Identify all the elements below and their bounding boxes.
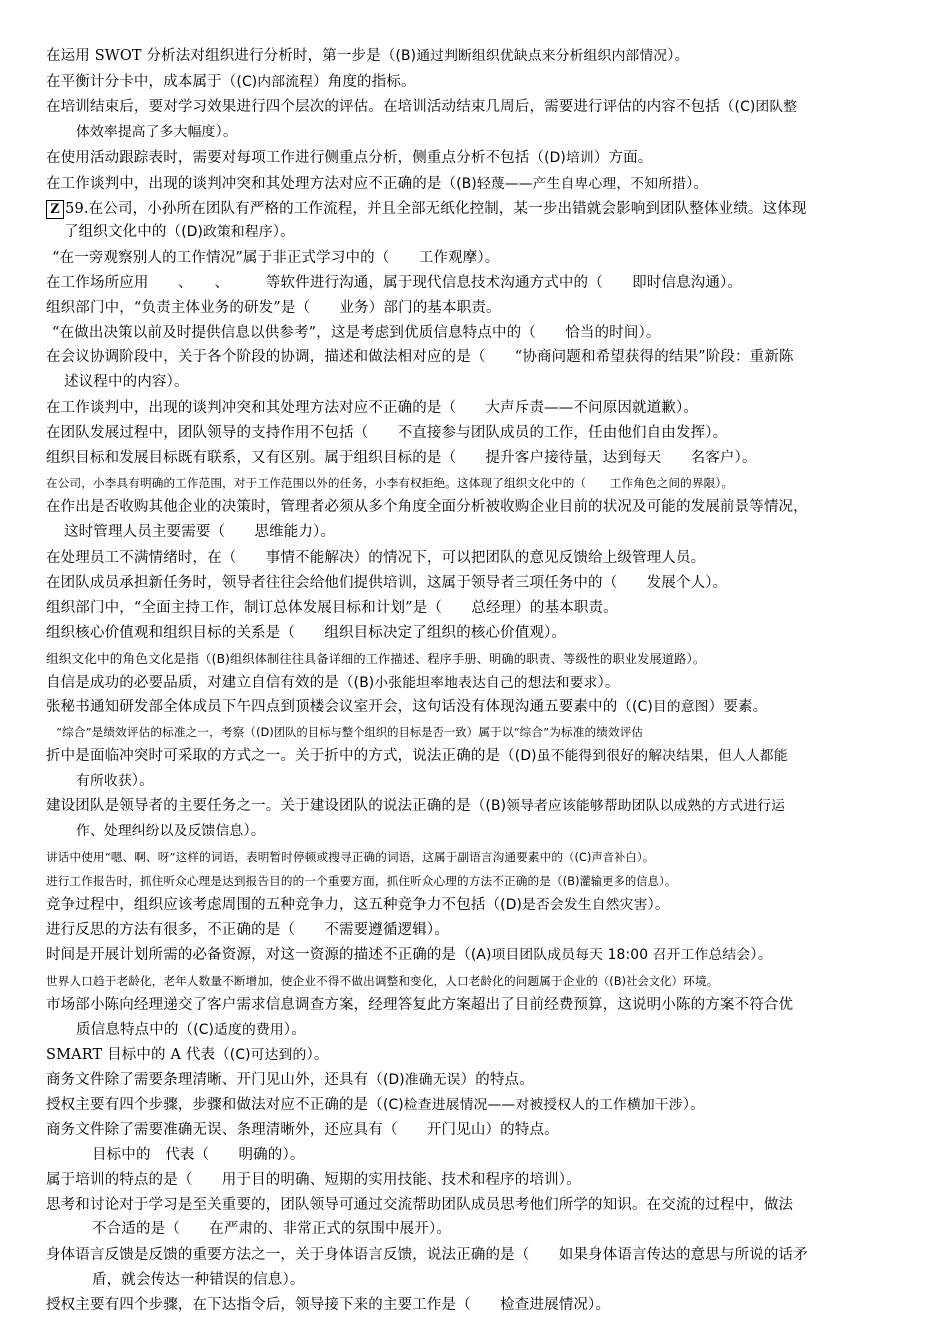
question-line: 在会议协调阶段中，关于各个阶段的协调，描述和做法相对应的是（ “协商问题和希望获得的结果”阶段：重新陈 xyxy=(46,349,794,365)
question-line: “在做出决策以前及时提供信息以供参考”，这是考虑到优质信息特点中的（ 恰当的时间）。 xyxy=(52,325,661,341)
question-line: 进行工作报告时，抓住听众心理是达到报告目的的一个重要方面，抓住听众心理的方法不正确的是（(B)灌输更多的信息）。 xyxy=(46,874,677,888)
question-line: 了组织文化中的（(D)政策和程序）。 xyxy=(64,224,295,240)
question-line: 质信息特点中的（(C)适度的费用）。 xyxy=(76,1022,306,1038)
question-line: 在工作谈判中，出现的谈判冲突和其处理方法对应不正确的是（(B)轻蔑——产生自卑心理，不知所措）。 xyxy=(46,176,709,192)
question-line: 世界人口趋于老龄化，老年人数量不断增加，使企业不得不做出调整和变化，人口老龄化的问题属于企业的（(B)社会文化）环境。 xyxy=(46,974,719,988)
question-line: 在处理员工不满情绪时，在（ 事情不能解决）的情况下，可以把团队的意见反馈给上级管理人员。 xyxy=(46,550,706,566)
question-line: 张秘书通知研发部全体成员下午四点到顶楼会议室开会，这句话没有体现沟通五要素中的（(C)目的意图）要素。 xyxy=(46,699,768,715)
question-line: 思考和讨论对于学习是至关重要的，团队领导可通过交流帮助团队成员思考他们所学的知识。在交流的过程中，做法 xyxy=(46,1197,794,1213)
question-line: 组织核心价值观和组织目标的关系是（ 组织目标决定了组织的核心价值观）。 xyxy=(46,625,567,641)
question-line: 竞争过程中，组织应该考虑周围的五种竞争力，这五种竞争力不包括（(D)是否会发生自然灾害）。 xyxy=(46,897,670,913)
question-line: 组织文化中的角色文化是指（(B)组织体制往往具备详细的工作描述、程序手册、明确的职责、等级性的职业发展道路）。 xyxy=(46,651,706,666)
question-line: 述议程中的内容）。 xyxy=(64,374,189,390)
boxed-letter-mark: Z xyxy=(46,200,64,219)
question-line: 在工作谈判中，出现的谈判冲突和其处理方法对应不正确的是（ 大声斥责——不问原因就道歉）。 xyxy=(46,400,698,416)
question-line: 在公司，小李具有明确的工作范围，对于工作范围以外的任务，小李有权拒绝。这体现了组织文化中的（ 工作角色之间的界限）。 xyxy=(46,476,734,490)
question-line: 属于培训的特点的是（ 用于目的明确、短期的实用技能、技术和程序的培训）。 xyxy=(46,1172,581,1188)
question-line: 目标中的 代表（ 明确的）。 xyxy=(92,1147,305,1163)
question-line: 身体语言反馈是反馈的重要方法之一，关于身体语言反馈，说法正确的是（ 如果身体语言传达的意思与所说的话矛 xyxy=(46,1247,808,1263)
question-line: 在培训结束后，要对学习效果进行四个层次的评估。在培训活动结束几周后，需要进行评估的内容不包括（(C)团队整 xyxy=(46,99,798,115)
question-line: 商务文件除了需要准确无误、条理清晰外，还应具有（ 开门见山）的特点。 xyxy=(46,1122,559,1138)
question-line: “综合”是绩效评估的标准之一，考察（(D)团队的目标与整个组织的目标是否一致）属于以“综合”为标准的绩效评估 xyxy=(56,725,644,739)
question-line: 在使用活动跟踪表时，需要对每项工作进行侧重点分析，侧重点分析不包括（(D)培训）方面。 xyxy=(46,150,653,166)
question-line: 在运用 SWOT 分析法对组织进行分析时，第一步是（(B)通过判断组织优缺点来分析组织内部情况）。 xyxy=(46,48,690,64)
question-line: 自信是成功的必要品质，对建立自信有效的是（(B)小张能坦率地表达自己的想法和要求）。 xyxy=(46,675,620,691)
question-line: 进行反思的方法有很多，不正确的是（ 不需要遵循逻辑）。 xyxy=(46,922,449,938)
question-line: 建设团队是领导者的主要任务之一。关于建设团队的说法正确的是（(B)领导者应该能够帮助团队以成熟的方式进行运 xyxy=(46,798,786,814)
question-line: 授权主要有四个步骤，在下达指令后，领导接下来的主要工作是（ 检查进展情况）。 xyxy=(46,1297,611,1313)
question-line: 讲话中使用“嗯、啊、呀”这样的词语，表明暂时停顿或搜寻正确的词语，这属于副语言沟通要素中的（(C)声音补白）。 xyxy=(46,850,655,864)
question-line: “在一旁观察别人的工作情况”属于非正式学习中的（ 工作观摩）。 xyxy=(52,250,500,266)
question-line: 这时管理人员主要需要（ 思维能力）。 xyxy=(64,524,336,540)
question-line: 时间是开展计划所需的必备资源，对这一资源的描述不正确的是（(A)项目团队成员每天 18:00 召开工作总结会）。 xyxy=(46,947,773,963)
question-line: 不合适的是（ 在严肃的、非常正式的氛围中展开）。 xyxy=(92,1221,451,1237)
question-line: 盾，就会传达一种错误的信息）。 xyxy=(92,1272,305,1288)
question-line: 商务文件除了需要条理清晰、开门见山外，还具有（(D)准确无误）的特点。 xyxy=(46,1072,534,1088)
question-line: Z 59.在公司，小孙所在团队有严格的工作流程，并且全部无纸化控制，某一步出错就会影响到团队整体业绩。这体现 xyxy=(46,197,910,221)
question-line: 有所收获）。 xyxy=(76,773,154,789)
question-line: 在作出是否收购其他企业的决策时，管理者必须从多个角度全面分析被收购企业目前的状况及可能的发展前景等情况， xyxy=(46,499,808,515)
question-line: SMART 目标中的 A 代表（(C)可达到的）。 xyxy=(46,1047,329,1063)
question-line: 授权主要有四个步骤，步骤和做法对应不正确的是（(C)检查进展情况——对被授权人的工作横加干涉）。 xyxy=(46,1097,705,1113)
question-line: 在工作场所应用 、 、 等软件进行沟通，属于现代信息技术沟通方式中的（ 即时信息沟通）。 xyxy=(46,275,743,291)
question-line: 市场部小陈向经理递交了客户需求信息调查方案，经理答复此方案超出了目前经费预算，这说明小陈的方案不符合优 xyxy=(46,997,794,1013)
question-line: 体效率提高了多大幅度）。 xyxy=(76,124,238,140)
question-line: 作、处理纠纷以及反馈信息）。 xyxy=(76,823,266,839)
question-line: 组织目标和发展目标既有联系，又有区别。属于组织目标的是（ 提升客户接待量，达到每天 名客户）。 xyxy=(46,450,757,466)
question-line: 折中是面临冲突时可采取的方式之一。关于折中的方式，说法正确的是（(D)虽不能得到很好的解决结果，但人人都能 xyxy=(46,748,788,764)
question-line: 在团队成员承担新任务时，领导者往往会给他们提供培训，这属于领导者三项任务中的（ 发展个人）。 xyxy=(46,575,728,591)
question-line: 组织部门中，“全面主持工作，制订总体发展目标和计划”是（ 总经理）的基本职责。 xyxy=(46,600,618,616)
question-line: 组织部门中，“负责主体业务的研发”是（ 业务）部门的基本职责。 xyxy=(46,300,501,316)
question-line: 在平衡计分卡中，成本属于（(C)内部流程）角度的指标。 xyxy=(46,74,416,90)
question-line: 在团队发展过程中，团队领导的支持作用不包括（ 不直接参与团队成员的工作，任由他们自由发挥）。 xyxy=(46,425,728,441)
